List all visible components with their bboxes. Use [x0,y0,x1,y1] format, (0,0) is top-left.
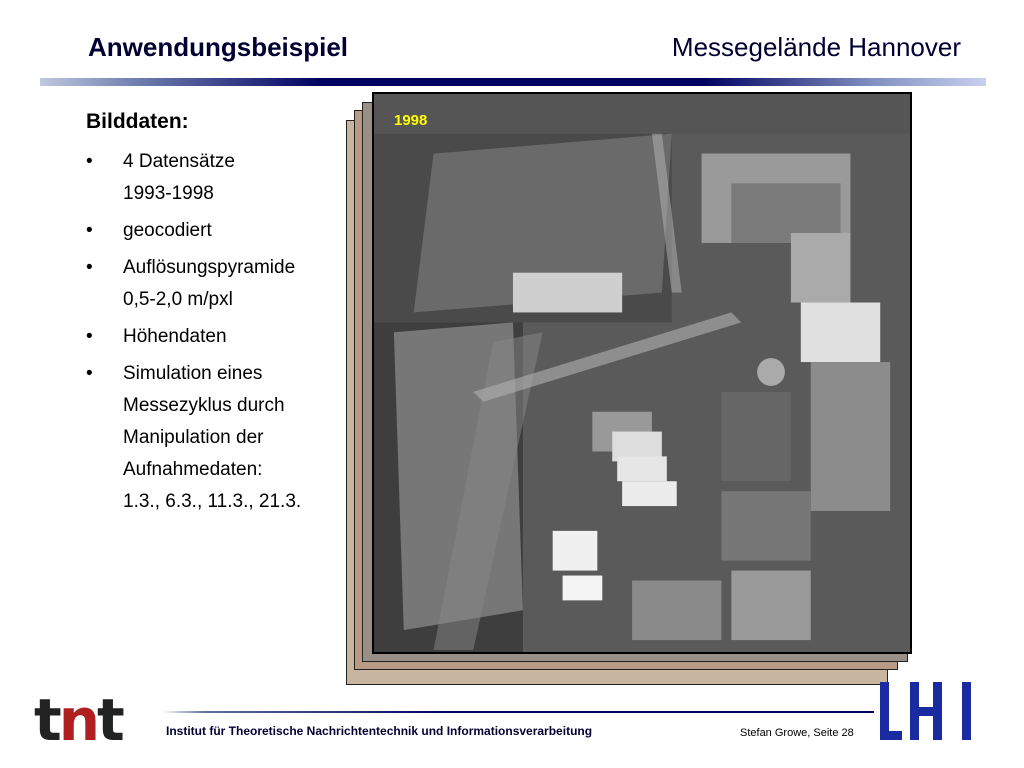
bullet-dot-icon: • [86,363,93,384]
bullet-text: Auflösungspyramide [123,257,296,278]
slide-title: Anwendungsbeispiel [88,32,349,62]
bullet-text: Aufnahmedaten: [123,459,263,480]
bullet-text: Manipulation der [123,427,264,448]
bullet-text: Messezyklus durch [123,395,285,416]
bullet-text: 0,5-2,0 m/pxl [123,289,233,310]
tnt-logo [34,686,122,754]
bullet-list [86,146,356,518]
bullet-dot-icon: • [86,220,93,241]
content-panel [86,110,356,523]
section-title: Bilddaten: [86,110,189,133]
bullet-dot-icon: • [86,151,93,172]
bullet-text: 4 Datensätze [123,151,235,172]
tnt-logo-t1: t [34,686,59,754]
list-item [86,321,356,353]
bullet-text: geocodiert [123,220,212,241]
slide-subtitle: Messegelände Hannover [671,32,961,62]
aerial-photo-icon [374,94,910,652]
list-item [86,252,356,316]
bullet-text: Höhendaten [123,326,227,347]
bullet-text: 1993-1998 [123,183,214,204]
aerial-image-stack [346,92,912,686]
aerial-image-1998 [372,92,912,654]
bullet-text: Simulation eines [123,363,263,384]
list-item [86,215,356,247]
bullet-dot-icon: • [86,326,93,347]
header-divider [40,78,986,86]
list-item [86,358,356,518]
footer-author-page: Stefan Growe, Seite 28 [740,727,854,739]
bullet-dot-icon: • [86,257,93,278]
tnt-logo-n: n [58,686,98,754]
list-item [86,146,356,210]
bullet-text: 1.3., 6.3., 11.3., 21.3. [123,491,302,512]
footer-divider [162,711,874,713]
tnt-logo-t2: t [97,686,122,754]
footer-institute: Institut für Theoretische Nachrichtentechnik und Informationsverarbeitung [166,724,593,738]
luh-logo-icon [878,680,974,742]
year-label: 1998 [394,112,428,129]
